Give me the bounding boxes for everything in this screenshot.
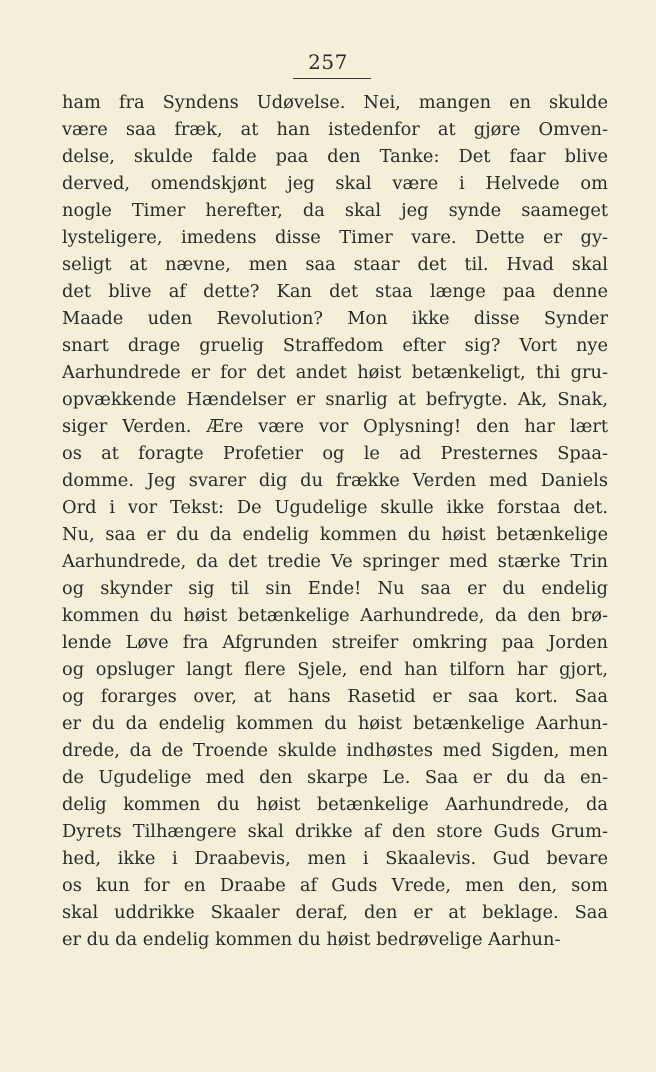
text-line: det blive af dette? Kan det staa længe paa denne (62, 281, 608, 302)
text-line: seligt at nævne, men saa staar det til. Hvad skal (62, 254, 608, 275)
text-line: Ord i vor Tekst: De Ugudelige skulle ikke forstaa det. (62, 497, 608, 518)
text-line: domme. Jeg svarer dig du frække Verden med Daniels (62, 470, 608, 491)
text-line: os at foragte Profetier og le ad Presternes Spaa- (62, 443, 608, 464)
text-line: kommen du høist betænkelige Aarhundrede, da den brø- (62, 605, 608, 626)
text-line: Dyrets Tilhængere skal drikke af den store Guds Grum- (62, 821, 608, 842)
text-line: Nu, saa er du da endelig kommen du høist betænkelige (62, 524, 608, 545)
text-line: de Ugudelige med den skarpe Le. Saa er du da en- (62, 767, 608, 788)
text-line: opvækkende Hændelser er snarlig at befrygte. Ak, Snak, (62, 389, 608, 410)
text-line: os kun for en Draabe af Guds Vrede, men den, som (62, 875, 608, 896)
text-line: hed, ikke i Draabevis, men i Skaalevis. Gud bevare (62, 848, 608, 869)
text-line: og skynder sig til sin Ende! Nu saa er du endelig (62, 578, 608, 599)
text-line: være saa fræk, at han istedenfor at gjøre Omven- (62, 119, 608, 140)
body-text (62, 89, 608, 953)
text-line: delig kommen du høist betænkelige Aarhundrede, da (62, 794, 608, 815)
header-rule (293, 78, 371, 79)
text-line: delse, skulde falde paa den Tanke: Det faar blive (62, 146, 608, 167)
text-line: ham fra Syndens Udøvelse. Nei, mangen en skulde (62, 92, 608, 113)
text-line: er du da endelig kommen du høist betænkelige Aarhun- (62, 713, 608, 734)
text-line: skal uddrikke Skaaler deraf, den er at beklage. Saa (62, 902, 608, 923)
text-line: og forarges over, at hans Rasetid er saa kort. Saa (62, 686, 608, 707)
text-line: lysteligere, imedens disse Timer vare. Dette er gy- (62, 227, 608, 248)
text-line: nogle Timer herefter, da skal jeg synde saameget (62, 200, 608, 221)
text-line: snart drage gruelig Straffedom efter sig? Vort nye (62, 335, 608, 356)
text-line: Aarhundrede, da det tredie Ve springer med stærke Trin (62, 551, 608, 572)
page-number: 257 (308, 50, 348, 74)
text-line: drede, da de Troende skulde indhøstes med Sigden, men (62, 740, 608, 761)
text-line: siger Verden. Ære være vor Oplysning! den har lært (62, 416, 608, 437)
text-line: Maade uden Revolution? Mon ikke disse Synder (62, 308, 608, 329)
text-line: Aarhundrede er for det andet høist betænkeligt, thi gru- (62, 362, 608, 383)
text-line: lende Løve fra Afgrunden streifer omkring paa Jorden (62, 632, 608, 653)
text-line: og opsluger langt flere Sjele, end han tilforn har gjort, (62, 659, 608, 680)
text-line: derved, omendskjønt jeg skal være i Helvede om (62, 173, 608, 194)
text-line: er du da endelig kommen du høist bedrøvelige Aarhun- (62, 929, 561, 950)
